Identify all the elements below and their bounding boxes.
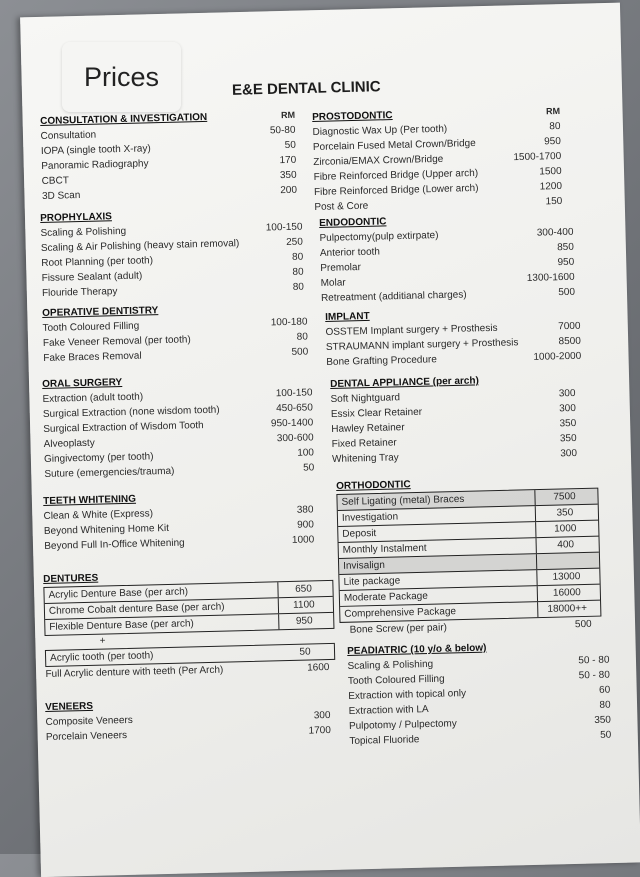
- list-item: Bone Grafting Procedure 1000-2000: [326, 350, 582, 368]
- table-row: Comprehensive Package 18000++: [340, 601, 600, 622]
- list-item: Premolar 950: [320, 256, 575, 274]
- table-row: Monthly Instalment 400: [339, 537, 599, 559]
- list-item: Topical Fluoride 50: [349, 729, 612, 747]
- list-item: Fissure Sealant (adult) 80: [41, 266, 304, 284]
- list-item: Diagnostic Wax Up (Per tooth) 80: [312, 120, 561, 138]
- table-row: Lite package 13000: [339, 569, 599, 591]
- table-row: Flexible Denture Base (per arch) 950: [45, 613, 333, 635]
- section-heading: ORTHODONTIC: [336, 479, 411, 492]
- clinic-title: E&E DENTAL CLINIC: [231, 78, 381, 99]
- section-oral-surgery: [42, 370, 314, 482]
- list-item: Alveoplasty 300-600: [43, 432, 314, 450]
- list-item: Composite Veneers 300: [45, 710, 331, 728]
- table-row: Self Ligating (metal) Braces 7500: [337, 489, 597, 511]
- list-item: Porcelain Veneers 1700: [45, 725, 331, 743]
- list-item: Flouride Therapy 80: [41, 281, 305, 299]
- list-item: Extraction with LA 80: [348, 699, 611, 717]
- list-item: Tooth Coloured Filling 50 - 80: [347, 669, 610, 687]
- plus-sign: +: [99, 635, 106, 647]
- table-row: Deposit 1000: [338, 521, 598, 543]
- list-item: Scaling & Polishing 100-150: [40, 221, 303, 239]
- list-item: Porcelain Fused Metal Crown/Bridge 950: [312, 135, 561, 153]
- section-heading: PROSTODONTIC: [312, 110, 393, 123]
- list-item: Surgical Extraction of Wisdom Tooth 950-1400: [43, 417, 314, 435]
- section-orthodontic: [336, 473, 602, 638]
- list-item: Consultation 50-80: [40, 124, 296, 142]
- list-item: OSSTEM Implant surgery + Prosthesis 7000: [325, 320, 581, 338]
- section-veneers: [45, 693, 331, 745]
- section-heading: ENDODONTIC: [319, 216, 387, 229]
- list-item: Zirconia/EMAX Crown/Bridge 1500-1700: [313, 150, 562, 168]
- list-item: 3D Scan 200: [41, 184, 298, 202]
- list-item: Clean & White (Express) 380: [43, 504, 314, 522]
- table-row: Invisalign: [339, 553, 599, 575]
- section-heading: CONSULTATION & INVESTIGATION: [40, 111, 208, 127]
- list-item: Extraction (adult tooth) 100-150: [42, 387, 313, 405]
- list-item: Root Planning (per tooth) 80: [41, 251, 304, 269]
- section-heading: IMPLANT: [325, 310, 370, 323]
- list-item: CBCT 350: [41, 169, 297, 187]
- section-paediatric: [347, 638, 611, 749]
- list-item: Fibre Reinforced Bridge (Lower arch) 1200: [313, 180, 563, 198]
- list-item: Fibre Reinforced Bridge (Upper arch) 1500: [313, 165, 562, 183]
- section-prophylaxis: [40, 205, 304, 301]
- list-item: Full Acrylic denture with teeth (Per Arch) 1600: [45, 662, 330, 680]
- section-appliance: [330, 371, 577, 467]
- section-heading: TEETH WHITENING: [43, 493, 137, 507]
- section-endodontic: [319, 210, 575, 306]
- list-item: Essix Clear Retainer 300: [330, 403, 576, 420]
- table-row: Moderate Package 16000: [340, 585, 600, 607]
- list-item: Bone Screw (per pair) 500: [349, 618, 592, 636]
- section-dentures: [43, 565, 336, 682]
- list-item: Beyond Whitening Home Kit 900: [43, 519, 314, 537]
- section-operative: [42, 300, 308, 366]
- section-heading: DENTURES: [43, 572, 99, 585]
- table-row: Acrylic tooth (per tooth) 50: [45, 643, 335, 667]
- list-item: Soft Nightguard 300: [330, 388, 576, 405]
- list-item: Anterior tooth 850: [319, 241, 574, 259]
- prices-badge: Prices: [62, 42, 181, 112]
- list-item: Gingivectomy (per tooth) 100: [43, 447, 315, 465]
- rm-label: RM: [280, 109, 296, 121]
- section-whitening: [43, 487, 314, 554]
- list-item: Retreatment (additianal charges) 500: [320, 286, 576, 304]
- list-item: Surgical Extraction (none wisdom tooth) 450-650: [42, 402, 313, 420]
- list-item: Whitening Tray 300: [331, 447, 578, 465]
- section-implant: [325, 304, 581, 370]
- section-heading: PROPHYLAXIS: [40, 211, 112, 224]
- rm-label: RM: [545, 105, 561, 117]
- section-prosthodontic: [312, 104, 562, 215]
- table-row: Chrome Cobalt denture Base (per arch) 1100: [45, 597, 333, 620]
- section-heading: ORAL SURGERY: [42, 377, 123, 390]
- list-item: IOPA (single tooth X-ray) 50: [40, 139, 296, 157]
- list-item: Beyond Full In-Office Whitening 1000: [44, 534, 315, 552]
- table-row: Investigation 350: [338, 505, 598, 527]
- list-item: Tooth Coloured Filling 100-180: [42, 316, 308, 334]
- section-heading: VENEERS: [45, 700, 94, 713]
- list-item: Pulpotomy / Pulpectomy 350: [348, 714, 612, 732]
- list-item: STRAUMANN implant surgery + Prosthesis 8500: [325, 335, 581, 353]
- list-item: Hawley Retainer 350: [331, 418, 577, 435]
- list-item: Fake Braces Removal 500: [43, 346, 309, 364]
- section-heading: DENTAL APPLIANCE (per arch): [330, 375, 480, 390]
- list-item: Extraction with topical only 60: [348, 684, 611, 702]
- list-item: Pulpectomy(pulp extirpate) 300-400: [319, 226, 574, 244]
- list-item: Molar 1300-1600: [320, 271, 575, 289]
- list-item: Post & Core 150: [314, 195, 563, 213]
- list-item: Panoramic Radiography 170: [41, 154, 297, 172]
- list-item: Fake Veneer Removal (per tooth) 80: [42, 331, 308, 349]
- list-item: Scaling & Polishing 50 - 80: [347, 654, 610, 672]
- section-heading: PEADIATRIC (10 y/o & below): [347, 642, 487, 657]
- list-item: Scaling & Air Polishing (heavy stain removal) 250: [40, 236, 303, 254]
- section-consultation: [40, 108, 297, 204]
- list-item: Fixed Retainer 350: [331, 432, 577, 450]
- dentures-table: [43, 580, 334, 636]
- section-heading: OPERATIVE DENTISTRY: [42, 305, 159, 319]
- list-item: Suture (emergencies/trauma) 50: [44, 462, 315, 480]
- orthodontic-table: [336, 488, 601, 623]
- table-row: Acrylic Denture Base (per arch) 650: [44, 581, 332, 604]
